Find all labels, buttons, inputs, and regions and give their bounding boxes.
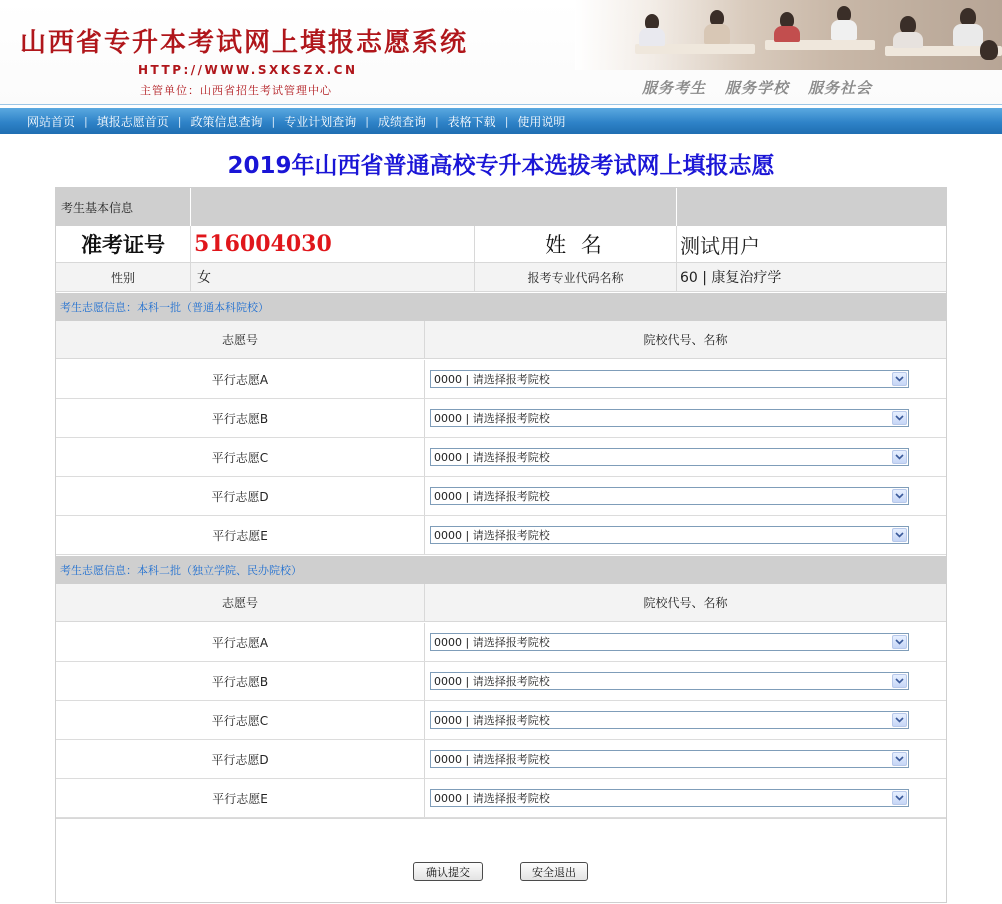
- choice-label: 平行志愿B: [211, 674, 269, 689]
- chevron-down-icon[interactable]: [892, 752, 907, 766]
- exit-button[interactable]: 安全退出: [520, 862, 588, 881]
- batch1-column-header: [56, 321, 946, 359]
- site-url[interactable]: HTTP://WWW.SXKSZX.CN: [138, 63, 358, 77]
- chevron-down-icon[interactable]: [892, 489, 907, 503]
- select-value: 0000 | 请选择报考院校: [434, 636, 550, 649]
- nav-major-plan[interactable]: 专业计划查询: [284, 114, 357, 129]
- batch2-column-header: [56, 584, 946, 622]
- nav-score[interactable]: 成绩查询: [377, 114, 426, 129]
- slogans: [642, 77, 872, 98]
- batch1-col-school: 院校代号、名称: [643, 333, 728, 347]
- batch1-choice-row: [56, 516, 946, 555]
- nav-application-home[interactable]: 填报志愿首页: [96, 114, 169, 129]
- nav-policy[interactable]: 政策信息查询: [190, 114, 263, 129]
- select-value: 0000 | 请选择报考院校: [434, 373, 550, 386]
- batch2-choice-row: [56, 740, 946, 779]
- choice-label: 平行志愿C: [211, 450, 269, 465]
- batch2-choice-row: [56, 779, 946, 818]
- batch2-school-select-d[interactable]: [430, 750, 909, 768]
- batch2-header: [56, 556, 946, 584]
- select-value: 0000 | 请选择报考院校: [434, 412, 550, 425]
- submit-button[interactable]: 确认提交: [413, 862, 483, 881]
- batch2-title: 考生志愿信息：本科二批（独立学院、民办院校）: [60, 564, 302, 577]
- gender-major-row: [56, 263, 946, 292]
- nav-forms-download[interactable]: 表格下载: [447, 114, 496, 129]
- chevron-down-icon[interactable]: [892, 791, 907, 805]
- chevron-down-icon[interactable]: [892, 372, 907, 386]
- batch1-choice-row: [56, 438, 946, 477]
- batch2-col-choice: 志愿号: [221, 596, 258, 610]
- nav-separator: |: [365, 114, 369, 128]
- exam-id-row: [56, 226, 946, 263]
- select-value: 0000 | 请选择报考院校: [434, 753, 550, 766]
- nav-separator: |: [504, 114, 509, 128]
- header-divider: [0, 104, 1002, 105]
- major-label: 报考专业代码名称: [527, 270, 624, 285]
- form-actions: [56, 818, 946, 904]
- batch1-choice-row: [56, 477, 946, 516]
- batch1-school-select-e[interactable]: [430, 526, 909, 544]
- batch1-school-select-c[interactable]: [430, 448, 909, 466]
- nav-instructions[interactable]: 使用说明: [517, 114, 566, 129]
- exam-id-value: 516004030: [194, 231, 332, 257]
- choice-label: 平行志愿D: [211, 752, 269, 767]
- nav-home[interactable]: 网站首页: [27, 114, 76, 129]
- batch2-col-school: 院校代号、名称: [643, 596, 728, 610]
- batch1-school-select-a[interactable]: [430, 370, 909, 388]
- chevron-down-icon[interactable]: [892, 411, 907, 425]
- choice-label: 平行志愿E: [212, 528, 268, 543]
- choice-label: 平行志愿A: [211, 372, 269, 387]
- batch2-school-select-c[interactable]: [430, 711, 909, 729]
- slogan-1: 服务考生: [642, 79, 707, 97]
- batch1-col-choice: 志愿号: [221, 333, 258, 347]
- major-value: 60 | 康复治疗学: [680, 270, 782, 286]
- choice-label: 平行志愿E: [212, 791, 268, 806]
- chevron-down-icon[interactable]: [892, 450, 907, 464]
- nav-separator: |: [84, 114, 88, 128]
- chevron-down-icon[interactable]: [892, 713, 907, 727]
- header-photo-banner: [575, 0, 1002, 70]
- batch1-choice-row: [56, 360, 946, 399]
- nav-separator: |: [434, 114, 439, 128]
- batch2-school-select-a[interactable]: [430, 633, 909, 651]
- choice-label: 平行志愿D: [211, 489, 269, 504]
- name-value: 测试用户: [680, 233, 760, 258]
- slogan-3: 服务社会: [808, 79, 873, 97]
- main-nav: [0, 108, 1002, 134]
- slogan-2: 服务学校: [725, 79, 790, 97]
- select-value: 0000 | 请选择报考院校: [434, 529, 550, 542]
- batch2-school-select-b[interactable]: [430, 672, 909, 690]
- site-admin: 主管单位：山西省招生考试管理中心: [140, 84, 332, 97]
- batch1-school-select-d[interactable]: [430, 487, 909, 505]
- basic-info-header: [56, 188, 946, 226]
- chevron-down-icon[interactable]: [892, 674, 907, 688]
- choice-label: 平行志愿A: [211, 635, 269, 650]
- batch1-school-select-b[interactable]: [430, 409, 909, 427]
- batch2-school-select-e[interactable]: [430, 789, 909, 807]
- exam-id-label: 准考证号: [81, 232, 165, 257]
- nav-separator: |: [271, 114, 276, 128]
- chevron-down-icon[interactable]: [892, 635, 907, 649]
- select-value: 0000 | 请选择报考院校: [434, 675, 550, 688]
- site-title: 山西省专升本考试网上填报志愿系统: [20, 28, 469, 58]
- application-form: [55, 187, 947, 903]
- nav-separator: |: [177, 114, 182, 128]
- batch1-header: [56, 293, 946, 321]
- batch1-choice-row: [56, 399, 946, 438]
- name-label: 姓 名: [545, 233, 606, 257]
- page-title: 2019年山西省普通高校专升本选拔考试网上填报志愿: [227, 153, 775, 179]
- batch2-choice-row: [56, 623, 946, 662]
- select-value: 0000 | 请选择报考院校: [434, 714, 550, 727]
- choice-label: 平行志愿C: [211, 713, 269, 728]
- select-value: 0000 | 请选择报考院校: [434, 451, 550, 464]
- site-header: [0, 0, 1002, 105]
- select-value: 0000 | 请选择报考院校: [434, 792, 550, 805]
- batch1-title: 考生志愿信息：本科一批（普通本科院校）: [60, 301, 269, 314]
- select-value: 0000 | 请选择报考院校: [434, 490, 550, 503]
- gender-label: 性别: [110, 270, 135, 285]
- basic-info-label: 考生基本信息: [61, 200, 134, 215]
- choice-label: 平行志愿B: [211, 411, 269, 426]
- batch2-choice-row: [56, 662, 946, 701]
- gender-value: 女: [197, 270, 211, 286]
- chevron-down-icon[interactable]: [892, 528, 907, 542]
- batch2-choice-row: [56, 701, 946, 740]
